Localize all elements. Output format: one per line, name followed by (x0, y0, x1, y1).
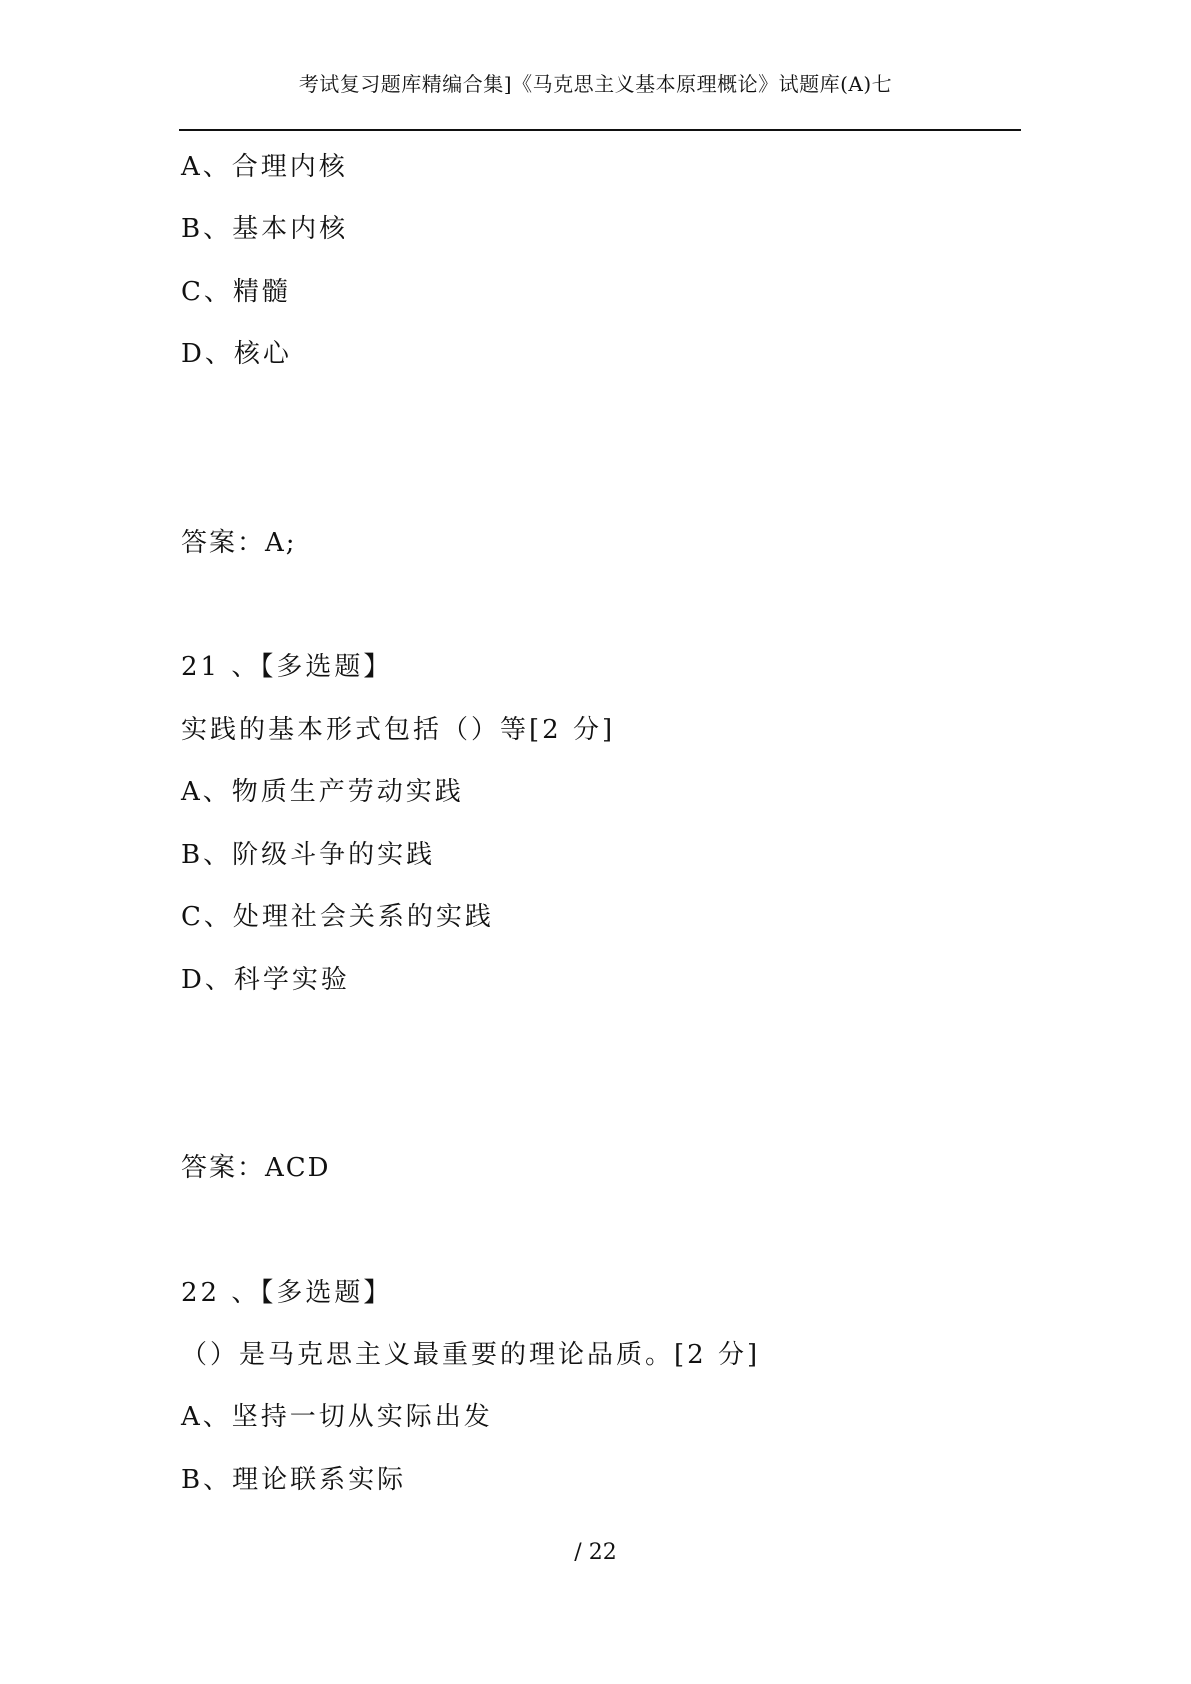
option-c: C、精髓 (181, 277, 291, 307)
page-number: / 22 (574, 1540, 617, 1565)
page-header: 考试复习题库精编合集]《马克思主义基本原理概论》试题库(A)七 (298, 72, 893, 96)
question-label: 22 、【多选题】 (181, 1278, 393, 1308)
question-stem: （）是马克思主义最重要的理论品质。[2 分] (181, 1340, 761, 1370)
answer-text: 答案：A; (181, 528, 297, 558)
option-b: B、理论联系实际 (181, 1465, 407, 1495)
option-a: A、合理内核 (181, 152, 348, 182)
option-d: D、核心 (181, 339, 292, 369)
answer-text: 答案：ACD (181, 1153, 331, 1183)
option-a: A、坚持一切从实际出发 (181, 1402, 493, 1432)
option-b: B、基本内核 (181, 214, 349, 244)
header-divider (179, 129, 1021, 131)
question-stem: 实践的基本形式包括（）等[2 分] (181, 715, 616, 745)
option-b: B、阶级斗争的实践 (181, 840, 436, 870)
option-d: D、科学实验 (181, 965, 350, 995)
option-c: C、处理社会关系的实践 (181, 902, 494, 932)
option-a: A、物质生产劳动实践 (181, 777, 464, 807)
question-label: 21 、【多选题】 (181, 652, 393, 682)
